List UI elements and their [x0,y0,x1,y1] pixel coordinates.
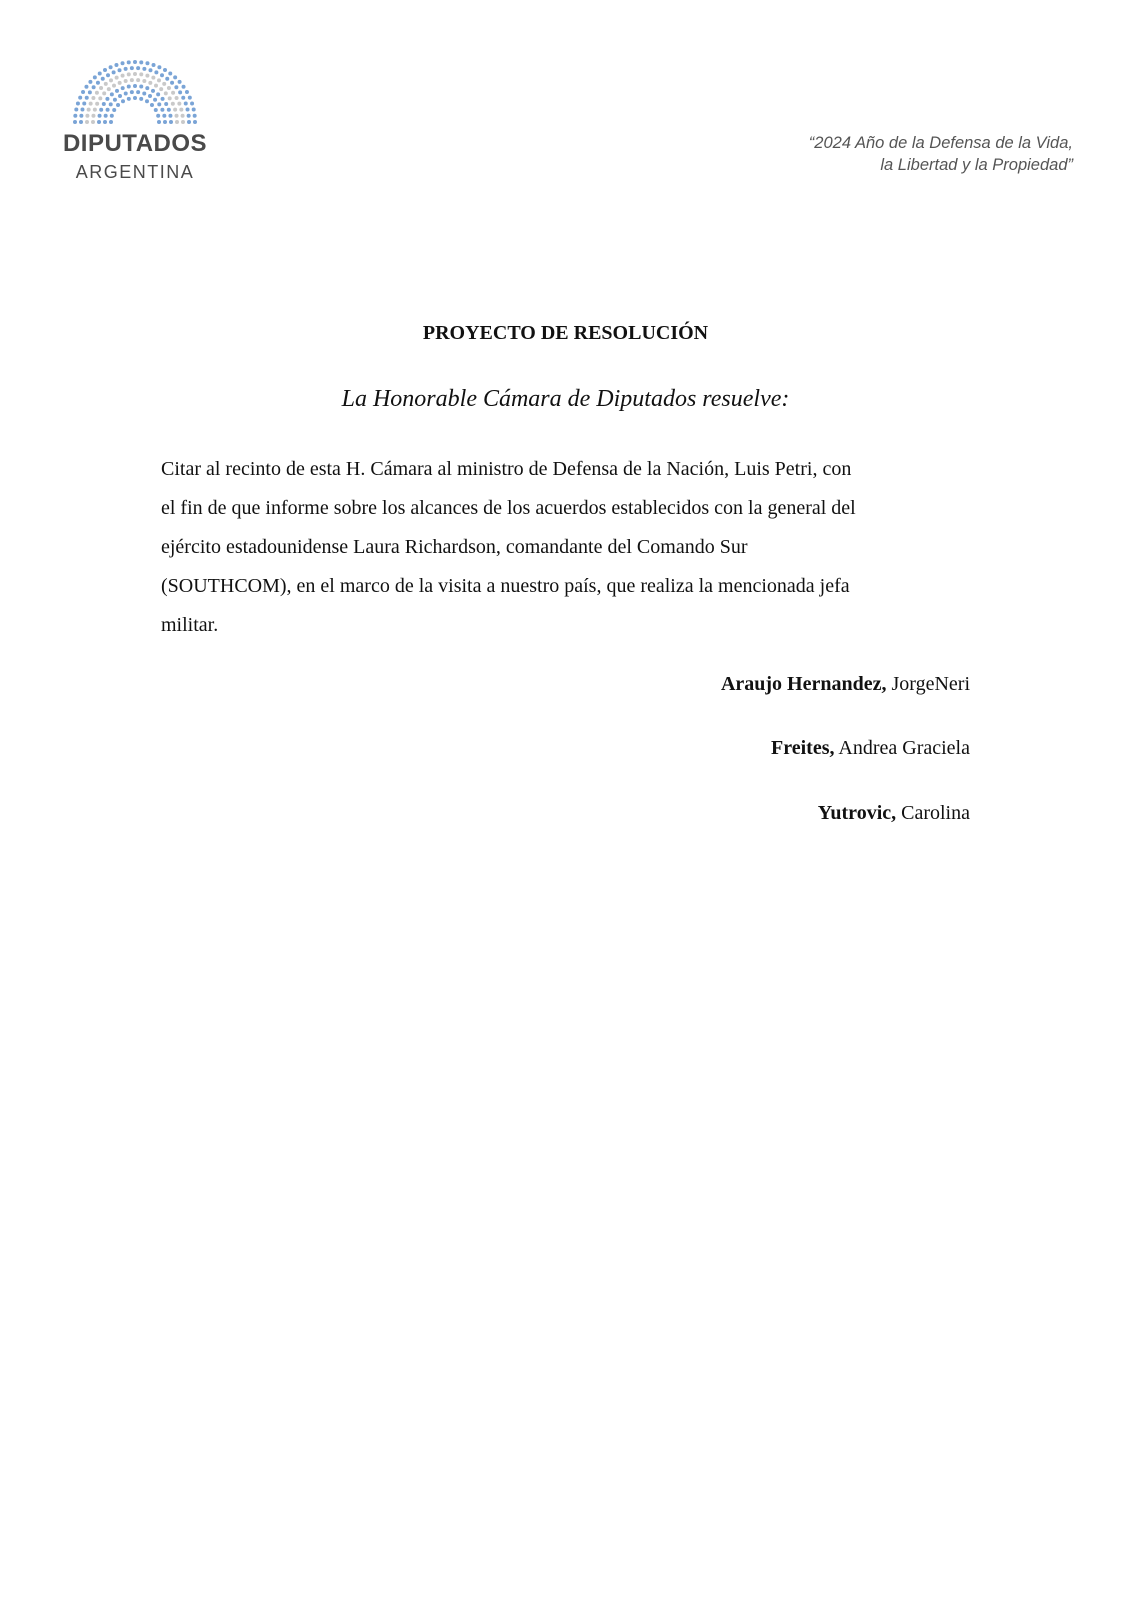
seat-dot [109,78,113,82]
seat-dot [106,73,110,77]
seat-dot [145,99,149,103]
seat-dot [127,85,131,89]
seat-dot [104,114,108,118]
seat-dot [88,90,92,94]
seat-dot [165,77,169,81]
seat-dot [85,96,89,100]
seat-dot [136,78,140,82]
seat-dot [168,71,172,75]
seat-dot [84,85,88,89]
seat-dot [156,114,160,118]
seat-dot [181,120,185,124]
seat-dot [173,75,177,79]
seat-dot [192,108,196,112]
seat-dot [85,120,89,124]
motto-line-1: “2024 Año de la Defensa de la Vida, [808,134,1073,152]
seat-dot [160,73,164,77]
seat-dot [142,91,146,95]
seat-dot [168,96,172,100]
seat-dot [167,86,171,90]
seat-dot [121,74,125,78]
seat-dot [154,70,158,74]
seat-dot [184,102,188,106]
seat-dot [115,76,119,80]
seat-dot [174,85,178,89]
seat-dot [115,89,119,93]
seat-dot [152,63,156,67]
seat-dot [171,91,175,95]
seat-dot [193,120,197,124]
seat-dot [76,101,80,105]
seat-dot [93,75,97,79]
seat-dot [113,98,117,102]
seat-dot [181,96,185,100]
seat-dot [101,77,105,81]
seat-dot [163,120,167,124]
seat-dot [104,82,108,86]
seat-dot [153,98,157,102]
seat-dot [157,78,161,82]
document-title: PROYECTO DE RESOLUCIÓN [422,322,709,344]
seat-dot [107,87,111,91]
seat-dot [179,108,183,112]
seat-dot [110,92,114,96]
seat-dot [145,86,149,90]
signer-given-name: Andrea Graciela [834,737,970,759]
hemicycle-seats-icon [70,56,200,126]
seat-dot [175,120,179,124]
seat-dot [133,96,137,100]
seat-dot [130,78,134,82]
signer-surname: Yutrovic, [817,802,897,824]
seat-dot [91,96,95,100]
body-line: (SOUTHCOM), en el marco de la visita a nuestro país, que realiza la mencionada jefa [161,575,850,597]
seat-dot [109,65,113,69]
seat-dot [79,120,83,124]
seat-dot [164,102,168,106]
seat-dot [178,90,182,94]
seat-dot [91,114,95,118]
seat-dot [82,102,86,106]
seat-dot [127,97,131,101]
seat-dot [171,102,175,106]
seat-dot [130,90,134,94]
seat-dot [133,84,137,88]
body-line: el fin de que informe sobre los alcances de los acuerdos establecidos con la general del [161,497,856,519]
seat-dot [148,68,152,72]
seat-dot [74,108,78,112]
seat-dot [93,108,97,112]
seat-dot [168,114,172,118]
body-line: militar. [161,614,219,636]
seat-dot [178,80,182,84]
seat-dot [91,120,95,124]
seat-dot [175,96,179,100]
seat-dot [92,85,96,89]
seat-dot [112,108,116,112]
seat-dot [97,120,101,124]
seat-dot [121,86,125,90]
seat-dot [145,61,149,65]
seat-dot [98,71,102,75]
seat-dot [133,60,137,64]
seat-dot [145,74,149,78]
seat-dot [161,97,165,101]
logo-subtitle: ARGENTINA [75,162,195,182]
seat-dot [142,79,146,83]
seat-dot [96,81,100,85]
seat-dot [102,102,106,106]
seat-dot [81,90,85,94]
seat-dot [124,79,128,83]
signer-3 [818,802,970,825]
seat-dot [87,108,91,112]
seat-dot [110,114,114,118]
seat-dot [95,91,99,95]
seat-dot [139,97,143,101]
seat-dot [99,108,103,112]
seat-dot [163,68,167,72]
seat-dot [136,66,140,70]
seat-dot [142,67,146,71]
seat-dot [130,66,134,70]
seat-dot [127,72,131,76]
motto-line-2: la Libertad y la Propiedad” [880,156,1073,174]
diputados-logo [50,56,220,186]
seat-dot [185,90,189,94]
seat-dot [112,70,116,74]
seat-dot [124,91,128,95]
seat-dot [157,65,161,69]
seat-dot [190,101,194,105]
seat-dot [127,60,131,64]
seat-dot [169,120,173,124]
seat-dot [175,114,179,118]
seat-dot [164,91,168,95]
seat-dot [106,108,110,112]
signer-2 [771,737,970,760]
seat-dot [182,85,186,89]
seat-dot [150,103,154,107]
seat-dot [73,120,77,124]
seat-dot [114,63,118,67]
seat-dot [98,114,102,118]
signer-given-name: JorgeNeri [886,673,970,695]
seat-dot [139,72,143,76]
seat-dot [102,91,106,95]
seat-dot [103,120,107,124]
seat-dot [187,114,191,118]
seat-dot [170,81,174,85]
seat-dot [109,120,113,124]
seat-dot [177,102,181,106]
seat-dot [98,96,102,100]
seat-dot [162,114,166,118]
seat-dot [154,84,158,88]
seat-dot [148,94,152,98]
seat-dot [139,60,143,64]
seat-dot [167,108,171,112]
seat-dot [118,81,122,85]
seat-dot [85,114,89,118]
seat-dot [148,81,152,85]
seat-dot [78,96,82,100]
seat-dot [112,84,116,88]
resolution-body [161,450,961,645]
seat-dot [133,72,137,76]
seat-dot [188,96,192,100]
seat-dot [109,102,113,106]
seat-dot [73,114,77,118]
seat-dot [151,76,155,80]
seat-dot [99,86,103,90]
signer-surname: Araujo Hernandez, [720,673,887,695]
seat-dot [157,120,161,124]
signer-surname: Freites, [771,737,835,759]
seat-dot [136,90,140,94]
seat-dot [80,108,84,112]
seat-dot [186,108,190,112]
seat-dot [103,68,107,72]
seat-dot [159,87,163,91]
seat-dot [139,85,143,89]
seat-dot [79,114,83,118]
seat-dot [121,99,125,103]
seat-dot [124,67,128,71]
seat-dot [160,108,164,112]
seat-dot [154,108,158,112]
seat-dot [162,82,166,86]
body-line: ejército estadounidense Laura Richardson, comandante del Comando Sur [161,536,748,558]
seat-dot [151,89,155,93]
seat-dot [193,114,197,118]
seat-dot [88,80,92,84]
seat-dot [116,103,120,107]
seat-dot [105,97,109,101]
signer-1 [721,673,970,696]
body-line: Citar al recinto de esta H. Cámara al ministro de Defensa de la Nación, Luis Petri, con [161,458,852,480]
seat-dot [89,102,93,106]
seat-dot [181,114,185,118]
logo-name: DIPUTADOS [62,130,208,157]
signer-given-name: Carolina [896,802,970,824]
seat-dot [157,102,161,106]
seat-dot [156,92,160,96]
year-motto [809,132,1073,176]
resolves-heading: La Honorable Cámara de Diputados resuelve: [341,386,790,412]
seat-dot [95,102,99,106]
seat-dot [173,108,177,112]
seat-dot [118,68,122,72]
seat-dot [118,94,122,98]
seat-dot [187,120,191,124]
seat-dot [121,61,125,65]
